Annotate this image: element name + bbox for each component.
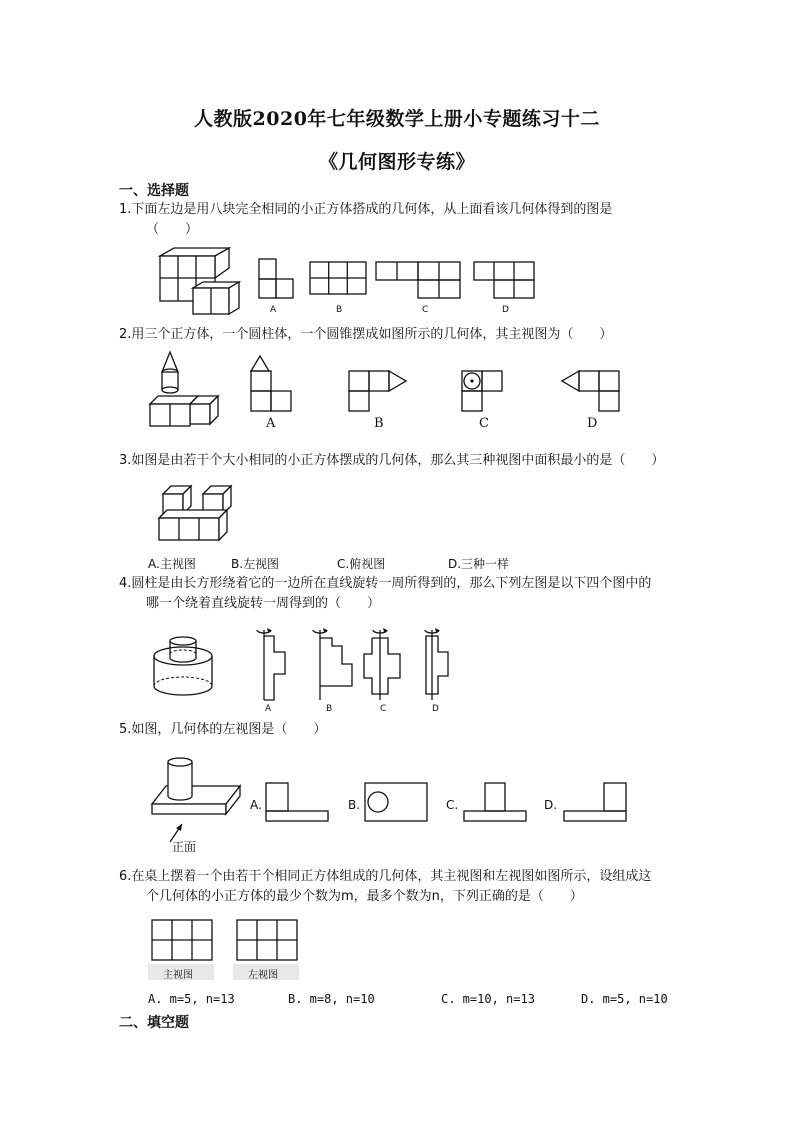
q3-option-c: C.俯视图 bbox=[337, 557, 386, 571]
q4-label-d: D bbox=[432, 704, 439, 714]
q5-front-label: 正面 bbox=[172, 840, 197, 854]
q4-text-line2: 哪一个绕着直线旋转一周得到的（ ） bbox=[146, 596, 381, 611]
section-heading-choice: 一、选择题 bbox=[119, 183, 189, 199]
q2-solid-figure bbox=[148, 352, 226, 432]
q3-option-b: B.左视图 bbox=[231, 557, 280, 571]
q4-option-c-figure bbox=[362, 624, 412, 704]
q2-label-c: C bbox=[479, 416, 489, 431]
page-subtitle: 《几何图形专练》 bbox=[318, 151, 475, 173]
q4-text-line1: 4.圆柱是由长方形绕着它的一边所在直线旋转一周所得到的，那么下列左图是以下四个图中的 bbox=[119, 576, 652, 591]
q5-label-a: A. bbox=[250, 798, 262, 812]
q1-option-b-figure bbox=[309, 261, 369, 297]
q5-option-a-figure bbox=[265, 782, 331, 824]
q3-text-line1: 3.如图是由若干个大小相同的小正方体摆成的几何体，那么其三种视图中面积最小的是（ ） bbox=[119, 453, 665, 468]
q3-option-a: A.主视图 bbox=[148, 557, 196, 571]
q2-option-b-figure bbox=[348, 370, 410, 414]
q1-label-b: B bbox=[336, 305, 343, 315]
q2-option-c-figure bbox=[461, 370, 507, 414]
q1-label-a: A bbox=[270, 305, 277, 315]
q4-label-a: A bbox=[265, 704, 272, 714]
q2-text-line1: 2.用三个正方体，一个圆柱体，一个圆锥摆成如图所示的几何体，其主视图为（ ） bbox=[119, 327, 613, 342]
q4-option-d-figure bbox=[418, 624, 462, 704]
q1-label-d: D bbox=[502, 305, 509, 315]
q2-label-b: B bbox=[374, 416, 384, 431]
q6-text-line1: 6.在桌上摆着一个由若干个相同正方体组成的几何体，其主视图和左视图如图所示，设组成这 bbox=[119, 869, 652, 884]
q3-option-d: D.三种一样 bbox=[448, 557, 510, 571]
q3-solid-figure bbox=[157, 482, 237, 544]
q2-option-d-figure bbox=[561, 370, 623, 414]
q5-option-b-figure bbox=[364, 782, 430, 824]
q4-option-b-figure bbox=[308, 624, 358, 704]
q2-label-d: D bbox=[587, 416, 598, 431]
q4-option-a-figure bbox=[252, 624, 294, 704]
q4-label-c: C bbox=[380, 704, 387, 714]
section-heading-fill-blank: 二、填空题 bbox=[119, 1015, 189, 1031]
q6-option-b: B. m=8, n=10 bbox=[288, 992, 375, 1006]
q1-option-c-figure bbox=[375, 261, 463, 301]
q1-text-line1: 1.下面左边是用八块完全相同的小正方体搭成的几何体，从上面看该几何体得到的图是 bbox=[119, 202, 613, 217]
page-title: 人教版2020年七年级数学上册小专题练习十二 bbox=[194, 108, 600, 130]
q6-option-a: A. m=5, n=13 bbox=[148, 992, 235, 1006]
q1-text-line2: （ ） bbox=[146, 222, 199, 237]
q2-label-a: A bbox=[266, 416, 276, 431]
q1-option-a-figure bbox=[258, 258, 298, 300]
q4-label-b: B bbox=[326, 704, 333, 714]
q5-option-c-figure bbox=[463, 782, 529, 824]
q5-text-line1: 5.如图，几何体的左视图是（ ） bbox=[119, 722, 327, 737]
q5-solid-figure bbox=[148, 752, 248, 848]
q6-left-view-label: 左视图 bbox=[248, 970, 278, 981]
q6-front-view-label: 主视图 bbox=[163, 970, 193, 981]
q5-label-d: D. bbox=[544, 798, 558, 812]
q6-text-line2: 个几何体的小正方体的最少个数为m，最多个数为n，下列正确的是（ ） bbox=[146, 889, 583, 904]
q5-label-b: B. bbox=[348, 798, 361, 812]
q1-option-d-figure bbox=[473, 261, 537, 301]
q6-option-c: C. m=10, n=13 bbox=[441, 992, 535, 1006]
q1-label-c: C bbox=[422, 305, 429, 315]
q6-option-d: D. m=5, n=10 bbox=[581, 992, 668, 1006]
q2-option-a-figure bbox=[250, 355, 298, 415]
q4-solid-figure bbox=[150, 632, 216, 702]
q1-solid-figure bbox=[155, 248, 245, 318]
q5-label-c: C. bbox=[446, 798, 459, 812]
q5-option-d-figure bbox=[563, 782, 629, 824]
